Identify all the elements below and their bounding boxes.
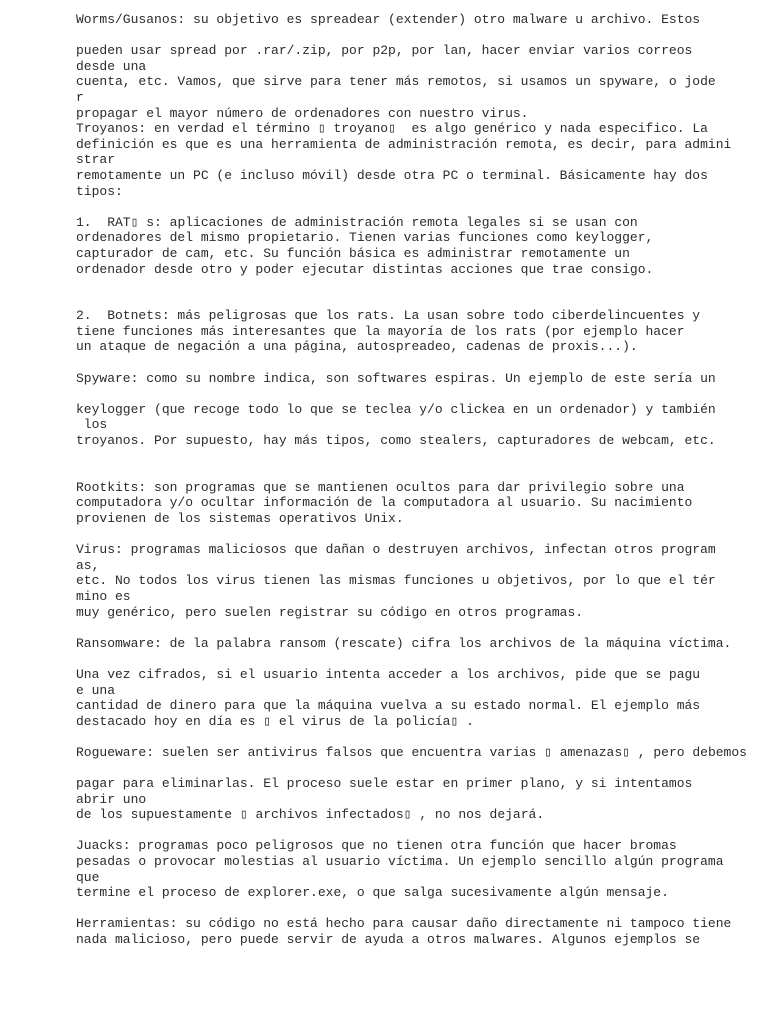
text-line: Virus: programas maliciosos que dañan o destruyen archivos, infectan otros program	[76, 542, 716, 558]
text-line: definición es que es una herramienta de administración remota, es decir, para admini	[76, 136, 732, 152]
text-line: Rootkits: son programas que se mantienen ocultos para dar privilegio sobre una	[76, 479, 685, 495]
text-line: etc. No todos los virus tienen las mismas funciones u objetivos, por lo que el tér	[76, 573, 716, 589]
text-line: termine el proceso de explorer.exe, o que salga sucesivamente algún mensaje.	[76, 885, 669, 901]
document-body	[76, 12, 756, 948]
text-line: r	[76, 89, 84, 105]
text-line: ordenadores del mismo propietario. Tienen varias funciones como keylogger,	[76, 230, 654, 246]
text-line: los	[76, 417, 108, 433]
text-line	[76, 620, 756, 636]
text-line: desde una	[76, 58, 147, 74]
text-line	[76, 901, 756, 917]
text-line: nada malicioso, pero puede servir de ayuda a otros malwares. Algunos ejemplos se	[76, 932, 701, 948]
text-line: de los supuestamente ▯ archivos infectados▯ , no nos dejará.	[76, 807, 545, 823]
text-line	[76, 386, 756, 402]
text-line: pueden usar spread por .rar/.zip, por p2p, por lan, hacer enviar varios correos	[76, 43, 693, 59]
text-line: 2. Botnets: más peligrosas que los rats. La usan sobre todo ciberdelincuentes y	[76, 308, 701, 324]
text-line: as,	[76, 557, 100, 573]
text-line: ordenador desde otro y poder ejecutar distintas acciones que trae consigo.	[76, 261, 654, 277]
text-line: Worms/Gusanos: su objetivo es spreadear (extender) otro malware u archivo. Estos	[76, 12, 701, 27]
text-line: capturador de cam, etc. Su función básica es administrar remotamente un	[76, 245, 630, 261]
text-line: provienen de los sistemas operativos Unix.	[76, 511, 404, 526]
text-line: que	[76, 869, 100, 885]
text-line: troyanos. Por supuesto, hay más tipos, como stealers, capturadores de webcam, etc.	[76, 433, 716, 449]
text-line	[76, 823, 756, 839]
text-line: cantidad de dinero para que la máquina vuelva a su estado normal. El ejemplo más	[76, 698, 701, 714]
text-line: remotamente un PC (e incluso móvil) desde otra PC o terminal. Básicamente hay dos	[76, 167, 708, 183]
text-line	[76, 651, 756, 667]
text-line: strar	[76, 152, 116, 168]
text-line: cuenta, etc. Vamos, que sirve para tener más remotos, si usamos un spyware, o jode	[76, 74, 716, 90]
text-line: Spyware: como su nombre indica, son softwares espiras. Un ejemplo de este sería un	[76, 370, 716, 386]
text-line	[76, 199, 756, 215]
text-line: 1. RAT▯ s: aplicaciones de administración remota legales si se usan con	[76, 214, 638, 230]
text-line: abrir uno	[76, 791, 147, 807]
text-line: keylogger (que recoge todo lo que se teclea y/o clickea en un ordenador) y también	[76, 401, 716, 417]
text-line: propagar el mayor número de ordenadores con nuestro virus.	[76, 105, 529, 121]
text-line	[76, 293, 756, 309]
text-line	[76, 464, 756, 480]
text-line: Rogueware: suelen ser antivirus falsos que encuentra varias ▯ amenazas▯ , pero debemos	[76, 744, 747, 760]
text-line	[76, 729, 756, 745]
text-line	[76, 355, 756, 371]
text-line	[76, 449, 756, 465]
text-line	[76, 527, 756, 543]
text-line: Herramientas: su código no está hecho para causar daño directamente ni tampoco tiene	[76, 916, 732, 932]
text-line: Ransomware: de la palabra ransom (rescate) cifra los archivos de la máquina víctima.	[76, 635, 732, 651]
text-line: pesadas o provocar molestias al usuario víctima. Un ejemplo sencillo algún programa	[76, 854, 724, 870]
text-line: e una	[76, 682, 116, 698]
text-line: destacado hoy en día es ▯ el virus de la policía▯ .	[76, 713, 474, 729]
text-line	[76, 277, 756, 293]
text-line: Una vez cifrados, si el usuario intenta acceder a los archivos, pide que se pagu	[76, 666, 701, 682]
text-line	[76, 28, 756, 44]
text-line: un ataque de negación a una página, autospreadeo, cadenas de proxis...).	[76, 339, 638, 355]
text-line	[76, 761, 756, 777]
text-line: Juacks: programas poco peligrosos que no tienen otra función que hacer bromas	[76, 838, 677, 854]
text-line: tiene funciones más interesantes que la mayoría de los rats (por ejemplo hacer	[76, 323, 685, 339]
text-line: mino es	[76, 588, 131, 604]
text-line: computadora y/o ocultar información de la computadora al usuario. Su nacimiento	[76, 495, 693, 511]
text-line: tipos:	[76, 183, 123, 199]
text-line: pagar para eliminarlas. El proceso suele estar en primer plano, y si intentamos	[76, 776, 693, 792]
text-line: muy genérico, pero suelen registrar su código en otros programas.	[76, 604, 584, 620]
text-line: Troyanos: en verdad el término ▯ troyano▯ es algo genérico y nada especifico. La	[76, 121, 708, 137]
